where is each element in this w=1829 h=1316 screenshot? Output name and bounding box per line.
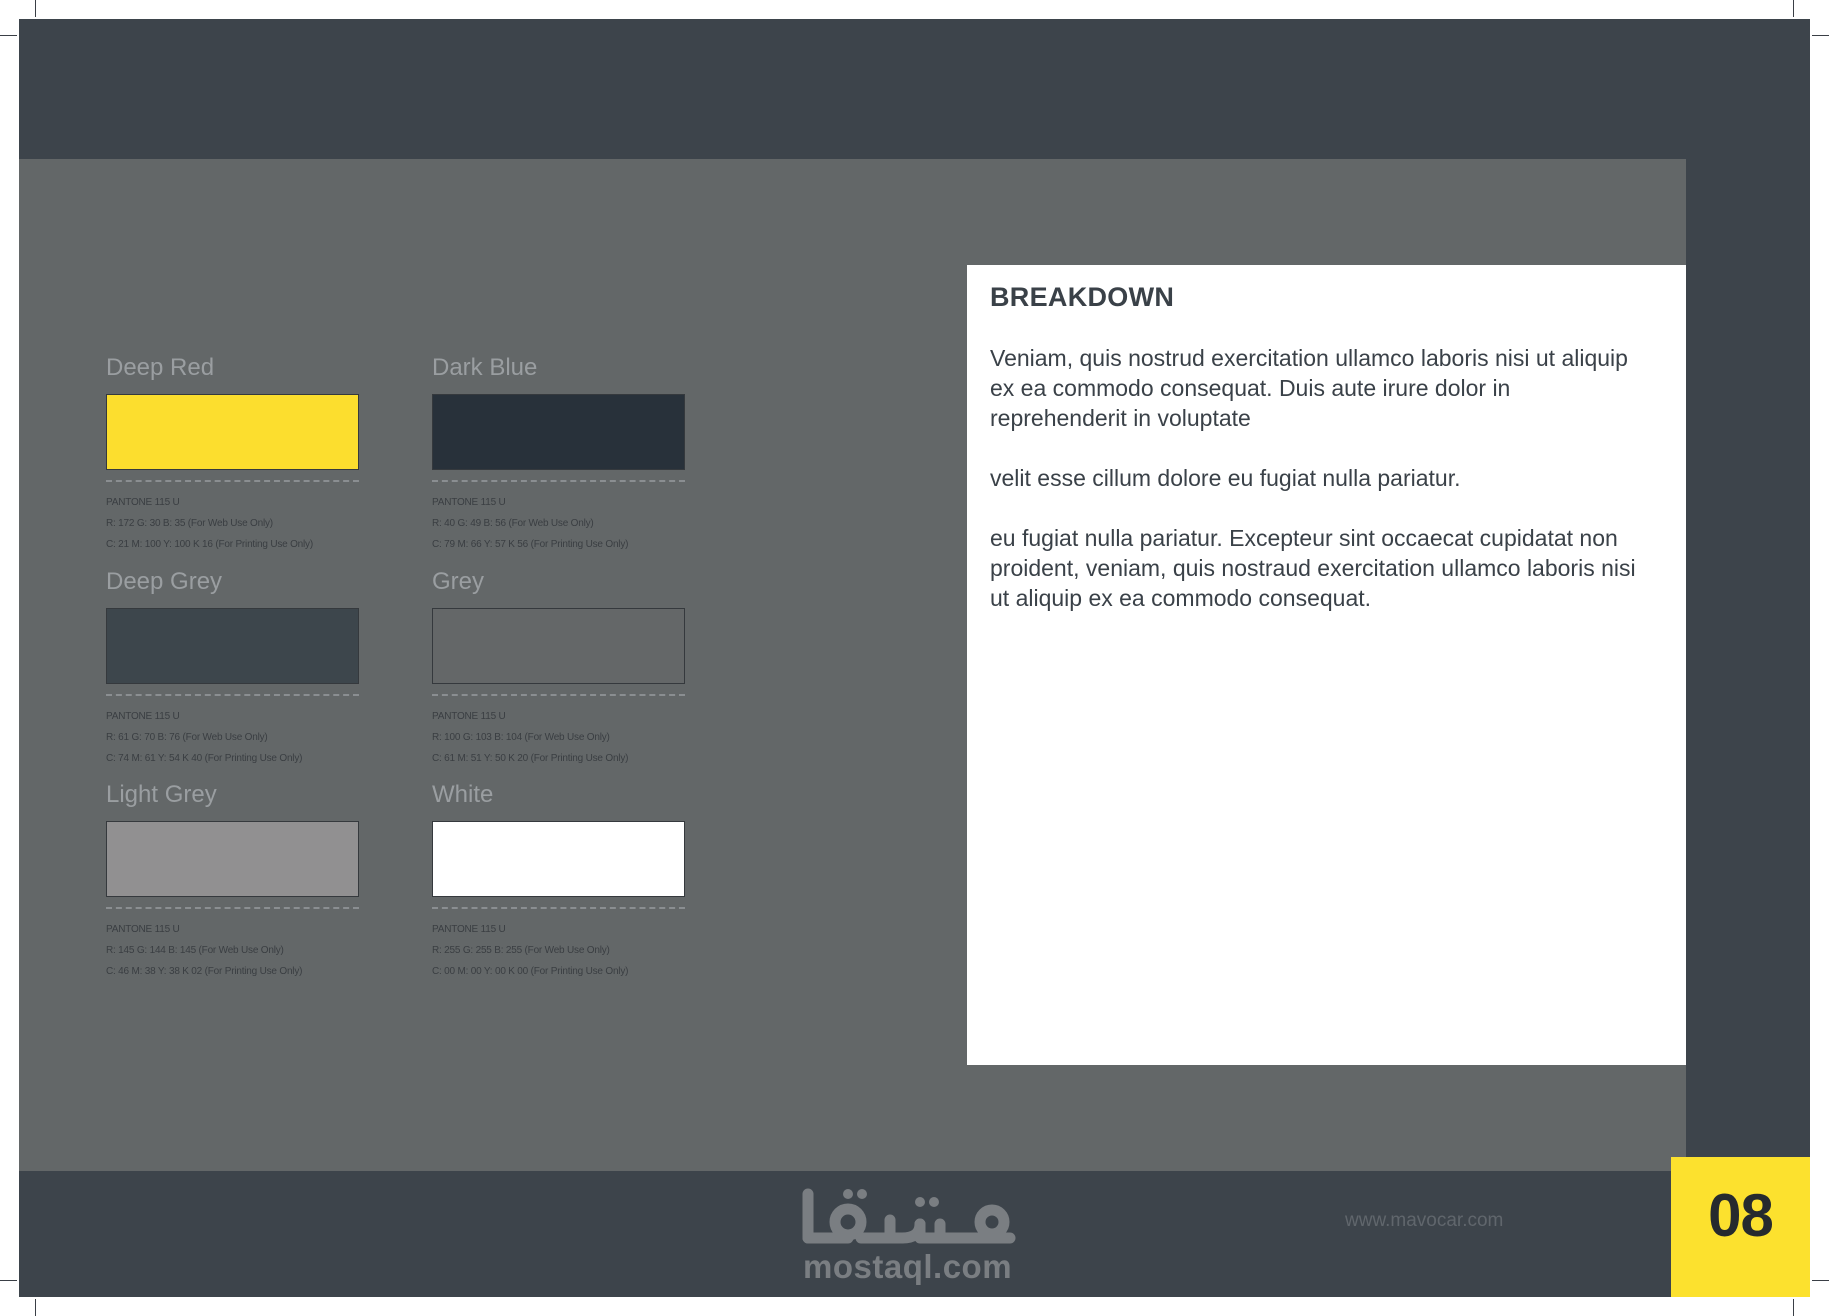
swatch-rgb: R: 145 G: 144 B: 145 (For Web Use Only) xyxy=(106,945,284,956)
crop-mark xyxy=(35,1299,36,1316)
swatch-cmyk: C: 00 M: 00 Y: 00 K 00 (For Printing Use Only) xyxy=(432,966,629,977)
swatch-rgb: R: 61 G: 70 B: 76 (For Web Use Only) xyxy=(106,732,268,743)
crop-mark xyxy=(1793,0,1794,17)
dashed-divider xyxy=(432,907,685,909)
swatch-deep-grey xyxy=(106,568,386,769)
swatch-specs xyxy=(106,492,386,555)
crop-mark xyxy=(1812,35,1829,36)
swatch-color-box xyxy=(106,394,359,470)
swatch-rgb: R: 255 G: 255 B: 255 (For Web Use Only) xyxy=(432,945,610,956)
swatch-rgb: R: 172 G: 30 B: 35 (For Web Use Only) xyxy=(106,518,273,529)
swatch-pantone: PANTONE 115 U xyxy=(432,924,506,935)
breakdown-body xyxy=(990,343,1650,643)
mostaql-watermark-logo xyxy=(800,1180,1030,1290)
dashed-divider xyxy=(106,480,359,482)
swatch-pantone: PANTONE 115 U xyxy=(432,497,506,508)
crop-mark xyxy=(35,0,36,17)
swatch-cmyk: C: 46 M: 38 Y: 38 K 02 (For Printing Use Only) xyxy=(106,966,303,977)
swatch-grey xyxy=(432,568,712,769)
swatch-color-box xyxy=(432,394,685,470)
swatch-name: Dark Blue xyxy=(432,354,538,381)
swatch-name: White xyxy=(432,781,494,808)
swatch-specs xyxy=(432,492,712,555)
swatch-pantone: PANTONE 115 U xyxy=(106,924,180,935)
website-url[interactable]: www.mavocar.com xyxy=(1345,1210,1504,1231)
breakdown-title: BREAKDOWN xyxy=(990,282,1175,312)
swatch-cmyk: C: 79 M: 66 Y: 57 K 56 (For Printing Use Only) xyxy=(432,539,629,550)
swatch-name: Deep Red xyxy=(106,354,215,381)
swatch-name: Light Grey xyxy=(106,781,217,808)
mostaql-logo-text: mostaql.com xyxy=(803,1248,1013,1285)
swatch-rgb: R: 100 G: 103 B: 104 (For Web Use Only) xyxy=(432,732,610,743)
swatch-rgb: R: 40 G: 49 B: 56 (For Web Use Only) xyxy=(432,518,594,529)
swatch-name: Deep Grey xyxy=(106,568,223,595)
dashed-divider xyxy=(432,480,685,482)
swatch-color-box xyxy=(106,608,359,684)
swatch-pantone: PANTONE 115 U xyxy=(106,497,180,508)
swatch-specs xyxy=(106,706,386,769)
swatch-light-grey xyxy=(106,781,386,982)
breakdown-paragraph: eu fugiat nulla pariatur. Excepteur sint occaecat cupidatat non proident, veniam, quis nostraud exercitation ullamco laboris nisi ut aliquip ex ea commodo consequat. xyxy=(990,525,1636,611)
mostaql-logo-mark xyxy=(800,1180,1025,1250)
swatch-cmyk: C: 61 M: 51 Y: 50 K 20 (For Printing Use Only) xyxy=(432,753,629,764)
dashed-divider xyxy=(106,694,359,696)
dashed-divider xyxy=(432,694,685,696)
crop-mark xyxy=(0,35,17,36)
swatch-name: Grey xyxy=(432,568,485,595)
swatch-color-box xyxy=(106,821,359,897)
swatch-color-box xyxy=(432,608,685,684)
crop-mark xyxy=(0,1280,17,1281)
swatch-pantone: PANTONE 115 U xyxy=(432,711,506,722)
swatch-white xyxy=(432,781,712,982)
breakdown-paragraph: velit esse cillum dolore eu fugiat nulla pariatur. xyxy=(990,465,1461,491)
swatch-pantone: PANTONE 115 U xyxy=(106,711,180,722)
swatch-specs xyxy=(432,706,712,769)
swatch-specs xyxy=(106,919,386,982)
page-number: 08 xyxy=(1708,1182,1773,1249)
swatch-dark-blue xyxy=(432,354,712,555)
breakdown-paragraph: Veniam, quis nostrud exercitation ullamco laboris nisi ut aliquip ex ea commodo consequat. Duis aute irure dolor in reprehenderit in voluptate xyxy=(990,345,1628,431)
swatch-color-box xyxy=(432,821,685,897)
crop-mark xyxy=(1793,1299,1794,1316)
dashed-divider xyxy=(106,907,359,909)
crop-mark xyxy=(1812,1280,1829,1281)
swatch-cmyk: C: 21 M: 100 Y: 100 K 16 (For Printing Use Only) xyxy=(106,539,313,550)
swatch-deep-red xyxy=(106,354,386,555)
swatch-specs xyxy=(432,919,712,982)
swatch-cmyk: C: 74 M: 61 Y: 54 K 40 (For Printing Use Only) xyxy=(106,753,303,764)
page-number-badge xyxy=(1671,1157,1810,1297)
breakdown-card xyxy=(967,265,1686,1065)
